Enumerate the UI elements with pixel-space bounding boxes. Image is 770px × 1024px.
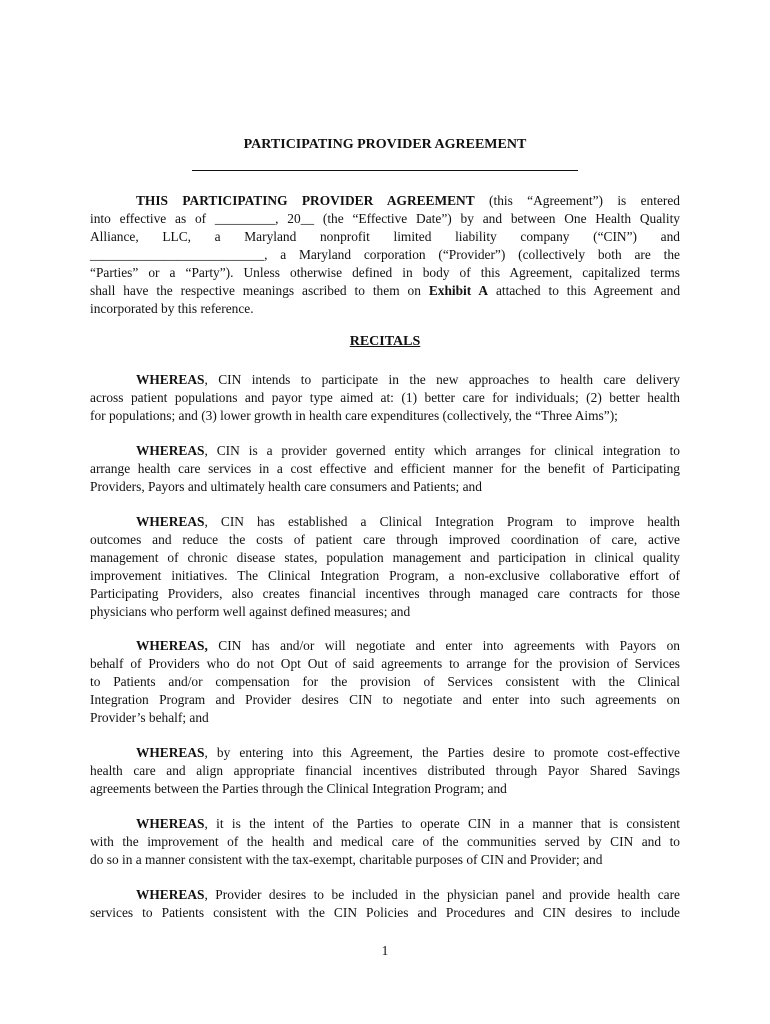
whereas-label: WHEREAS [136, 887, 205, 902]
recital-line: health care and align appropriate financial incentives distributed through Payor Shared Savings [90, 763, 680, 778]
recital-line: Providers, Payors and ultimately health care consumers and Patients; and [90, 479, 482, 494]
recital-line: arrange health care services in a cost effective and efficient manner for the benefit of Participating [90, 461, 680, 476]
whereas-label: WHEREAS, [136, 638, 208, 653]
recital-text: , CIN has established a Clinical Integration Program to improve health [204, 514, 680, 529]
intro-paragraph [90, 192, 680, 318]
recital-line: physicians who perform well against defined measures; and [90, 604, 411, 619]
page-number: 1 [381, 943, 389, 958]
recital-first-line [90, 744, 680, 762]
intro-line: “Parties” or a “Party”). Unless otherwise defined in body of this Agreement, capitalized terms [90, 265, 680, 280]
recitals-heading: RECITALS [349, 334, 421, 349]
exhibit-a-ref: Exhibit A [428, 283, 489, 298]
recital-line: behalf of Providers who do not Opt Out of said agreements to arrange for the provision of Services [90, 656, 680, 671]
intro-line6-post: attached to this Agreement and [488, 283, 681, 298]
intro-line: Alliance, LLC, a Maryland nonprofit limited liability company (“CIN”) and [90, 229, 680, 244]
recital-line: to Patients and/or compensation for the provision of Services consistent with the Clinical [90, 674, 680, 689]
recital-text: , by entering into this Agreement, the Parties desire to promote cost-effective [204, 745, 680, 760]
recital-line: across patient populations and payor type aimed at: (1) better care for individuals; (2) better health [90, 390, 680, 405]
recital-first-line [90, 371, 680, 389]
recital-first-line [90, 815, 680, 833]
recital-text: , it is the intent of the Parties to operate CIN in a manner that is consistent [204, 816, 680, 831]
whereas-label: WHEREAS [136, 745, 205, 760]
intro-line [90, 192, 680, 210]
recital-paragraph [90, 637, 680, 727]
recital-paragraph [90, 744, 680, 798]
intro-line: into effective as of _________, 20__ (the “Effective Date”) by and between One Health Quality [90, 211, 680, 226]
recital-text: , CIN intends to participate in the new approaches to health care delivery [204, 372, 680, 387]
recital-paragraph [90, 886, 680, 922]
intro-lead-rest: (this “Agreement”) is entered [474, 193, 680, 208]
whereas-label: WHEREAS [136, 372, 205, 387]
recital-line: with the improvement of the health and medical care of the communities served by CIN and to [90, 834, 680, 849]
recital-paragraph [90, 442, 680, 496]
intro-line: __________________________, a Maryland corporation (“Provider”) (collectively both are the [90, 247, 680, 262]
recital-first-line [90, 886, 680, 904]
recital-line: outcomes and reduce the costs of patient care through improved coordination of care, active [90, 532, 680, 547]
recital-first-line [90, 442, 680, 460]
recital-line: management of chronic disease states, population management and participation in clinical quality [90, 550, 680, 565]
recital-paragraph [90, 513, 680, 621]
recital-paragraph [90, 371, 680, 425]
recital-line: Integration Program and Provider desires CIN to negotiate and enter into such agreements on [90, 692, 680, 707]
whereas-label: WHEREAS [136, 443, 205, 458]
agreement-name-bold: THIS PARTICIPATING PROVIDER AGREEMENT [136, 193, 475, 208]
recital-line: services to Patients consistent with the CIN Policies and Procedures and CIN desires to include [90, 905, 680, 920]
whereas-label: WHEREAS [136, 816, 205, 831]
recital-line: for populations; and (3) lower growth in health care expenditures (collectively, the “Three Aims”); [90, 408, 618, 423]
intro-line: incorporated by this reference. [90, 301, 254, 316]
recital-first-line [90, 513, 680, 531]
recital-line: do so in a manner consistent with the tax-exempt, charitable purposes of CIN and Provider; and [90, 852, 603, 867]
recital-line: improvement initiatives. The Clinical Integration Program, a non-exclusive collaborative effort of [90, 568, 680, 583]
recital-first-line [90, 637, 680, 655]
recital-text: , CIN is a provider governed entity which arranges for clinical integration to [204, 443, 680, 458]
document-title: PARTICIPATING PROVIDER AGREEMENT [243, 137, 527, 152]
intro-line6-pre: shall have the respective meanings ascribed to them on [90, 283, 429, 298]
title-rule [192, 170, 578, 171]
recital-paragraph [90, 815, 680, 869]
recital-text: , Provider desires to be included in the physician panel and provide health care [204, 887, 680, 902]
recital-line: Participating Providers, also creates financial incentives through managed care contracts for those [90, 586, 680, 601]
recital-text: CIN has and/or will negotiate and enter into agreements with Payors on [207, 638, 680, 653]
recital-line: Provider’s behalf; and [90, 710, 209, 725]
recital-line: agreements between the Parties through the Clinical Integration Program; and [90, 781, 507, 796]
intro-line [90, 282, 680, 300]
whereas-label: WHEREAS [136, 514, 205, 529]
